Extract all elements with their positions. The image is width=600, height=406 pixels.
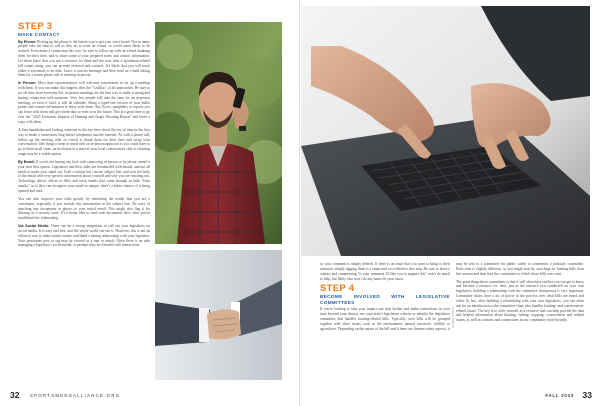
paragraph-handshake (18, 128, 150, 157)
paragraph-body: If you're not having any luck with connecting in person or by phone, email is your next best option. Legislators and their aides are bombarded with emails, and not all needs to make your stand out. Craft a unique but concise subject line, and start the body of the email with very specific information about yourself and why you are reaching out. Technology allows offices to filter and track emails that come through as bulk "form emails," so if they can recognize your email as unique, there's a better chance of it being opened and read. (18, 159, 150, 193)
footer-issue: FALL 2023 (545, 393, 574, 398)
step-4-title: BECOME INVOLVED WITH LEGISLATIVE COMMITTEES (320, 294, 450, 305)
paragraph-committee-search: may be sent to a committee for public safety or sometimes a judiciary committee. Each state is slightly different, so you might start by searching for hunting bills from last session and then find the committees to which those bills were sent. (456, 262, 584, 276)
laptop-typing-image (301, 6, 590, 256)
handshake-image (155, 250, 282, 380)
paragraph-lead: By Email: (18, 159, 35, 164)
right-text-column-2 (456, 262, 584, 384)
left-text-column (18, 22, 150, 380)
footer-website: SPORTSMENSALLIANCE.ORG (30, 393, 121, 398)
paragraph-body: There can be a strong temptation to call out your legislators on social media. It is easy and free, and the whole world can see it. However, this is not an effective way to make initial contact and build a lasting relationship with your legislator. Your passionate post or tag may be viewed as a rant or attack. Often there is an aide managing a legislator's social media, or perhaps they are flooded with interactions. (18, 224, 150, 248)
man-on-phone-image (155, 22, 282, 244)
paragraph-email (18, 160, 150, 194)
photo-handshake (155, 250, 282, 380)
paragraph-committee-chair: The great thing about committees is that it will often have staffers you can get to know and become a resource for. And, just as the research you conducted on your own legislators, building a relationship with the committee chairperson is very important. Committee chairs have a lot of power in the process over what bills are heard and when. In fact, after building a relationship with your own legislators, you can often ask for an introduction to the committee chair who handles hunting- and conservation-related issues. The key is to offer yourself as a resource that can help provide the data and helpful information about hunting, fishing, trapping, conservation and related issues, as well as contacts and connections in our community more broadly. (456, 279, 584, 323)
page-number-right: 33 (582, 390, 592, 400)
right-page (300, 0, 600, 406)
paragraph-committees: If you're looking to take your impact one step further and make connections in your state beyond your district, see your state's legislative website to identify the legislative committee that handles hunting-related bills. Typically, such bills will be grouped together with other issues, such as the environment, natural resources, wildlife or agriculture. Depending on the nature of the bill and if there are firearm-safety aspects, it (320, 307, 450, 331)
photo-laptop-typing (301, 6, 590, 256)
paragraph-constituent (18, 197, 150, 221)
right-text-column-1 (320, 262, 450, 384)
paragraph-body: Picking up the phone is the fastest way to get your voice heard. Not as many people take the time to call as they do to write an e-mail, so you're more likely to be noticed. Even make a connection this way: be sure to follow up with an e-mail thanking them for their time, and to share some of your prepared notes and contact information. Let them know that you are a resource for them and the next time a sportsman-related bill comes along, you can provide research and contacts. It's likely that you will reach either a voicemail or an aide. Leave a concise message and then send an e-mail asking them for a return phone call or meeting in person. (18, 39, 150, 78)
paragraph-social-media-cont: so your comment is simply deleted. If there is an issue that you want to bring to their attention, simply tagging them is a smart and cost-effective first step. Be sure to leave a contact and commenting "is your comment I'd like you to support this" won't do much to help, but likely also won't do any harm for your cause. (320, 262, 450, 281)
paragraph-social-media (18, 224, 150, 248)
step-3-title: MAKE CONTACT (18, 32, 60, 37)
paragraph-lead: Via Social Media: (18, 224, 50, 229)
paragraph-lead: By Phone: (18, 39, 37, 44)
paragraph-body: You can also improve your odds greatly by reminding the reader that you are a constituent, especially if you include this information in the subject line. Be wary of attaching any documents or photos to your initial email. This might also flag it for filtering as a security issue. It's a better idea to send such documents later, after you've established the relationship. (18, 196, 150, 221)
paragraph-body: A firm handshake and looking someone in the eye have stood the test of time as the best way to make a connection long before telephones and the internet. As with a phone call, follow up the meeting with an e-mail to thank them for their time and recap your conversation. One thing to keep in mind with an in-person approach is you could have to go to them in all cases, an invitation to a meet at your local conservation club or shooting range may be a viable option. (18, 127, 150, 157)
paragraph-lead: In Person: (18, 81, 37, 86)
paragraph-in-person (18, 81, 150, 125)
step-4-number: STEP 4 (320, 283, 355, 295)
paragraph-body: Most state representatives will welcome constituents to set up a meeting with them. If you can make this happen, then the "Cadillac" of all approaches. Be sure to set off time from everyday life, in-person meetings are the best way to make a strong and lasting connection with someone. Very few people will take the time for an in-person meeting, so even if brief, it will be valuable. Bring a typed-out version of your bullet points and contact information to leave with them. Any flyers, pamphlets or reports you can leave with them will give them data to refer to in the future. This is a great time to go over the "2023 Economic Impacts of Hunting and Target Shooting Report" and leave a copy with them. (18, 81, 150, 124)
page-number-left: 32 (10, 390, 20, 400)
photo-credit: ADOBE STOCK (452, 306, 455, 328)
paragraph-phone (18, 40, 150, 79)
step-3-number: STEP 3 (18, 22, 53, 32)
photo-man-on-phone (155, 22, 282, 244)
